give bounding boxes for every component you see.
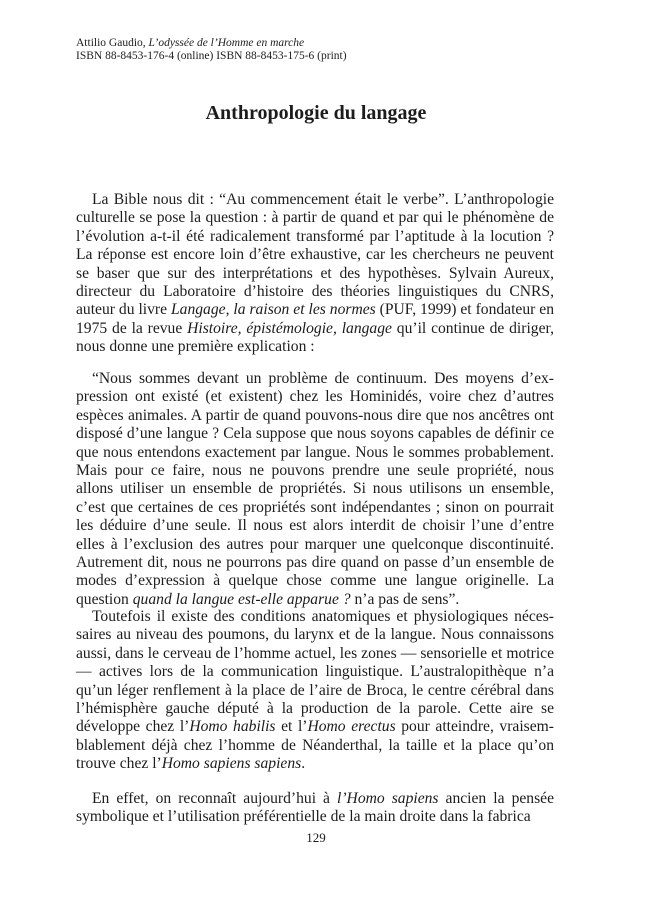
journal-title-italic: Histoire, épistémologie, langage	[187, 319, 392, 337]
species-italic: Homo erectus	[307, 718, 396, 736]
text-run: qu’il continue de diriger, nous donne une première explication :	[76, 319, 554, 356]
paragraph-2-quote	[76, 370, 554, 609]
citation-line	[76, 37, 347, 50]
text-run: Toutefois il existe des conditions anatomiques et physiologiques nécessaires au niveau des poumons, du larynx et de la langue. Nous connaissons aussi, dans le cerveau de l’homme actuel, les zones — sensorielle et motrice — actives lors de la communication linguistique. L’australopithèque n’a qu’un léger renflement à la place de l’aire de Broca, le centre cérébral dans l’hémisphère gauche député à la production de la parole. Cette aire se développe chez l’	[76, 608, 554, 736]
text-run: “Nous sommes devant un problème de continuum. Des moyens d’expression ont existé (et existent) chez les Hominidés, voire chez d’autres espèces animales. A partir de quand pouvons-nous dire que nos ancêtres ont disposé d’une langue ? Cela suppose que nous soyons capables de définir ce que nous entendons exactement par langue. Nous le sommes probablement. Mais pour ce faire, nous ne pouvons prendre une seule propriété, nous allons utiliser un ensemble de propriétés. Si nous utilisons un ensemble, c’est que certaines de ces propriétés sont indépendantes ; sinon on pourrait les déduire d’une seule. Il nous est alors interdit de choisir l’une d’entre elles à l’exclusion des autres pour marquer une quelconque discontinuité. Autrement dit, nous ne pourrons pas dire quand on passe d’un ensemble de modes d’expression à quelque chose comme une langue originelle. La question	[76, 370, 554, 608]
paragraph-1	[76, 191, 554, 357]
paragraph-4	[76, 790, 554, 827]
chapter-title: Anthropologie du langage	[205, 102, 427, 124]
page-number: 129	[306, 830, 326, 845]
text-run: et l’	[275, 718, 308, 736]
text-run: (PUF, 1999) et fondateur en 1975 de la revue	[76, 301, 555, 337]
species-italic: l’Homo sapiens	[337, 790, 439, 807]
text-run: pour atteindre, vraisemblablement déjà chez l’homme de Néanderthal, la taille et la place qu’on trouve chez l’	[76, 718, 554, 773]
isbn-line: ISBN 88-8453-176-4 (online) ISBN 88-8453-175-6 (print)	[76, 50, 347, 62]
text-run: En effet, on reconnaît aujourd’hui à	[92, 790, 338, 807]
text-run: .	[301, 755, 306, 773]
text-run: La Bible nous dit : “Au commencement était le verbe”. L’anthropologie culturelle se pose la question : à partir de quand et par qui le phénomène de l’évolution a-t-il été radicalement transformé par l’aptitude à la locution ? La réponse est encore loin d’être exhaustive, car les chercheurs ne peuvent se baser que sur des interprétations et des hypothèses. Sylvain Aureux, directeur du Laboratoire d’histoire des théories linguistiques du CNRS, auteur du livre	[76, 191, 554, 319]
species-italic: Homo habilis	[189, 718, 276, 736]
book-title-italic: Langage, la raison et les normes	[170, 301, 376, 319]
text-run: ancien la pensée symbolique et l’utilisation préférentielle de la main droite dans la fabrica	[76, 790, 554, 826]
question-italic: quand la langue est-elle apparue ?	[132, 590, 351, 608]
book-title: L’odyssée de l’Homme en marche	[148, 37, 305, 49]
text-run: n’a pas de sens”.	[350, 590, 460, 608]
author-name: Attilio Gaudio,	[76, 37, 146, 49]
species-italic: Homo sapiens sapiens	[161, 755, 302, 773]
running-header	[76, 37, 347, 63]
paragraph-3	[76, 608, 554, 774]
